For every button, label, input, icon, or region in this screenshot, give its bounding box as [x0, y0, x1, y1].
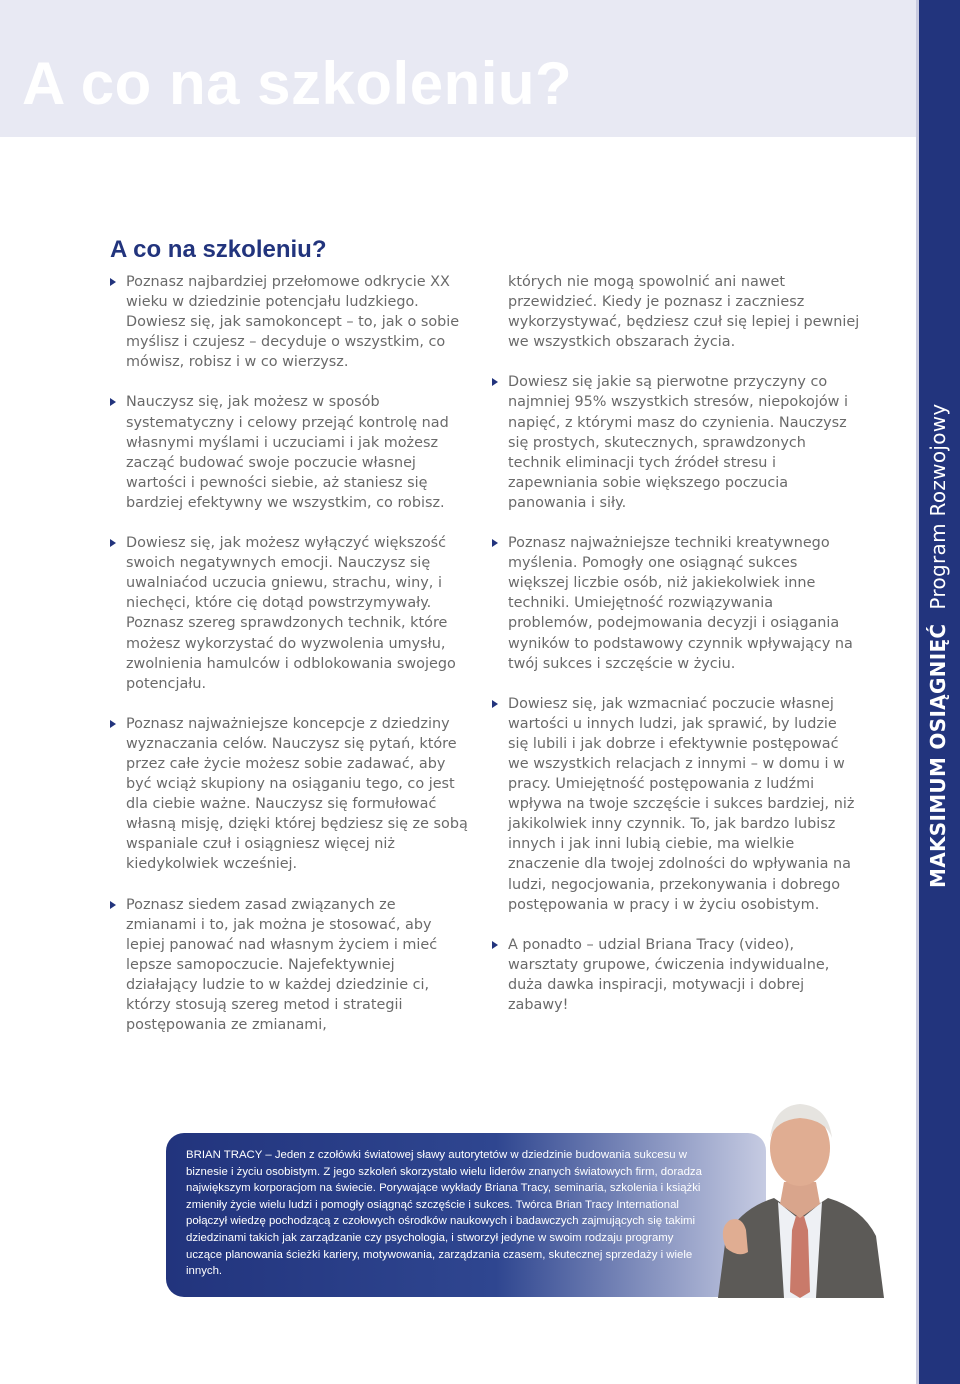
- bullet-arrow-icon: [492, 378, 498, 386]
- list-item-continuation: których nie mogą spowolnić ani nawet przewidzieć. Kiedy je poznasz i zaczniesz wykorzystywać, będziesz czuł się lepiej i pewniej we wszystkich obszarach życia.: [508, 274, 860, 351]
- bullet-arrow-icon: [492, 539, 498, 547]
- list-item: Dowiesz się jakie są pierwotne przyczyny co najmniej 95% wszystkich stresów, niepokojów i napięć, z którymi masz do czynienia. Nauczysz się prostych, skutecznych, sprawdzonych technik eliminacji tych źródeł stresu i zapewniania sobie większego poczucia panowania i siły.: [490, 372, 860, 513]
- left-column: [108, 272, 468, 1055]
- list-item: Poznasz najważniejsze koncepcje z dziedziny wyznaczania celów. Nauczysz się pytań, które przez całe życie możesz sobie zadawać, aby być wciąż skupiony na osiąganiu tego, co jest dla ciebie ważne. Nauczysz się formułować własną misję, dzięki której będziesz się ze sobą wspaniale czuł i osiągniesz więcej niż kiedykolwiek wcześniej.: [108, 714, 468, 875]
- bullet-arrow-icon: [110, 278, 116, 286]
- page-title: A co na szkoleniu?: [22, 50, 573, 117]
- list-item: Poznasz najbardziej przełomowe odkrycie XX wieku w dziedzinie potencjału ludzkiego. Dowiesz się, jak samokoncept – to, jak o sobie myślisz i czujesz – decyduje o wszystkim, co mówisz, robisz i w co wierzysz.: [108, 272, 468, 372]
- bullet-arrow-icon: [110, 398, 116, 406]
- side-program: Program Rozwojowy: [926, 403, 950, 610]
- bio-text: BRIAN TRACY – Jeden z czołówki światowej sławy autorytetów w dziedzinie budowania sukcesu w biznesie i życiu osobistym. Z jego szkoleń skorzystało wielu liderów znanych światowych firm, doradza największym korporacjom na świecie. Porywające wykłady Briana Tracy, seminaria, szkolenia i książki zmieniły życie wielu ludzi i pomogły osiągnąć szczęście i sukces. Twórca Brian Tracy International połączył wiedzę pochodzącą z czołowych ośrodków naukowych i badawczych zajmujących się takimi dziedzinami takich jak zarządzanie czy psychologia, i stworzył jedyne w swoim rodzaju programy uczące planowania ścieżki kariery, motywowania, zarządzania czasem, skutecznej sprzedaży i wiele innych.: [186, 1149, 702, 1278]
- side-brand: MAKSIMUM OSIĄGNIĘĆ: [926, 623, 950, 888]
- list-item: Dowiesz się, jak wzmacniać poczucie własnej wartości u innych ludzi, jak sprawić, by ludzie się lubili i jak dobrze i efektywnie postępować we wszystkich relacjach z innymi – w domu i w pracy. Umiejętność postępowania z ludźmi wpływa na twoje szczęście i sukces bardziej, niż jakikolwiek inny czynnik. To, jak bardzo lubisz innych i jak inni lubią ciebie, ma wielkie znaczenie dla twojej zdolności do wpływania na ludzi, negocjowania, przekonywania i dobrego postępowania w pracy i w życiu osobistym.: [490, 694, 860, 915]
- bullet-arrow-icon: [110, 901, 116, 909]
- side-vertical-label: [924, 403, 952, 888]
- section-heading: A co na szkoleniu?: [110, 236, 327, 263]
- list-item: Poznasz siedem zasad związanych ze zmianami i to, jak można je stosować, aby lepiej panować nad własnym życiem i mieć lepsze samopoczucie. Najefektywniej działający ludzie to w każdej dziedzinie ci, którzy stosują szereg metod i strategii postępowania ze zmianami,: [108, 895, 468, 1036]
- bullet-arrow-icon: [110, 539, 116, 547]
- list-item: Nauczysz się, jak możesz w sposób systematyczny i celowy przejąć kontrolę nad własnymi myślami i uczuciami i jak możesz zacząć budować swoje poczucie własnej wartości i pewności siebie, aż staniesz się bardziej efektywny we wszystkim, co robisz.: [108, 392, 468, 513]
- right-column: [490, 272, 860, 1035]
- bullet-arrow-icon: [492, 941, 498, 949]
- list-item: A ponadto – udzial Briana Tracy (video), warsztaty grupowe, ćwiczenia indywidualne, duża dawka inspiracji, motywacji i dobrej zabawy!: [490, 935, 860, 1015]
- list-item: Dowiesz się, jak możesz wyłączyć większość swoich negatywnych emocji. Nauczysz się uwalniaćod uczucia gniewu, strachu, winy, i niechęci, które cię dotąd powstrzymywały. Poznasz szereg sprawdzonych technik, które możesz wykorzystać do wyzwolenia umysłu, zwolnienia hamulców i odblokowania swojego potencjału.: [108, 533, 468, 694]
- bullet-arrow-icon: [492, 700, 498, 708]
- bullet-arrow-icon: [110, 720, 116, 728]
- portrait-photo: [712, 1086, 888, 1298]
- list-item: Poznasz najważniejsze techniki kreatywnego myślenia. Pomogły one osiągnąć sukces większej liczbie osób, niż jakiekolwiek inne techniki. Umiejętność rozwiązywania problemów, podejmowania decyzji i osiągania wyników to podstawowy czynnik wpływający na twój sukces i szczęście w życiu.: [490, 533, 860, 674]
